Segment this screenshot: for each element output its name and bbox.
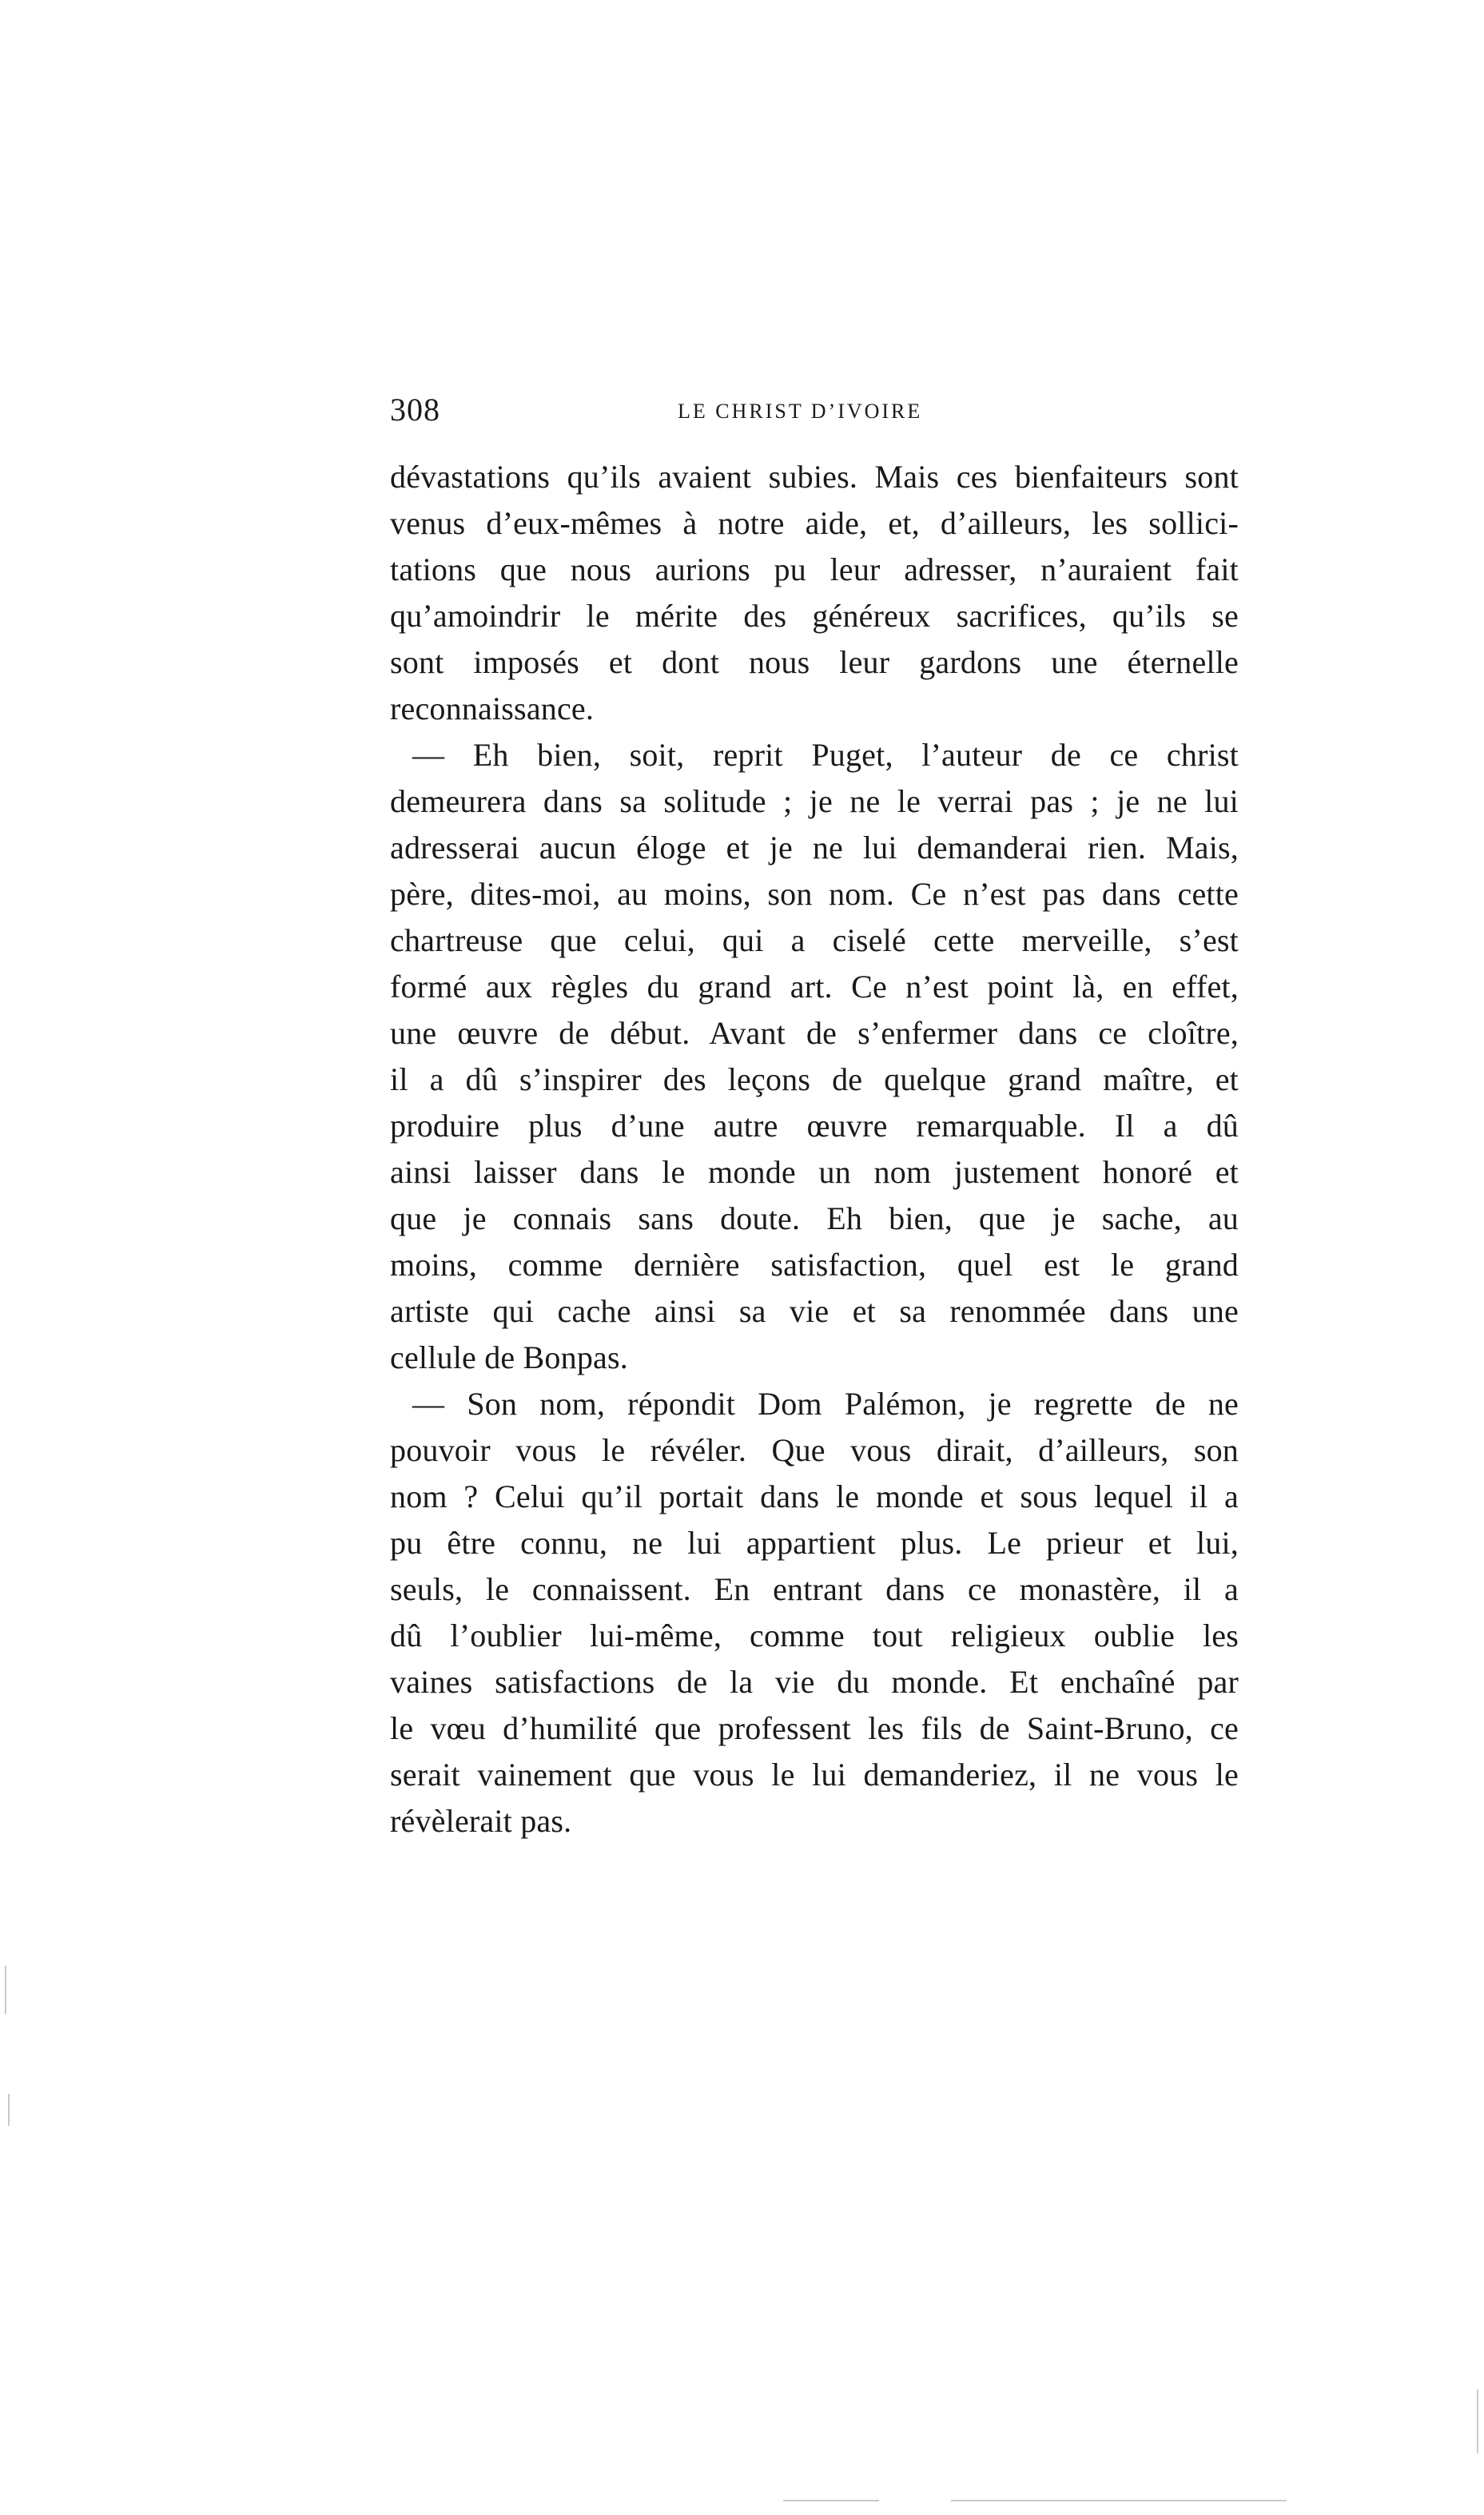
text-line: chartreuse que celui, qui a ciselé cette merveille, s’est (390, 922, 1239, 958)
text-line: venus d’eux-mêmes à notre aide, et, d’ailleurs, les sollici- (390, 505, 1239, 541)
text-line: sont imposés et dont nous leur gardons une éternelle (390, 644, 1239, 680)
text-line: le vœu d’humilité que professent les fils de Saint-Bruno, ce (390, 1710, 1239, 1746)
text-line: tations que nous aurions pu leur adresser, n’auraient fait (390, 551, 1239, 587)
scan-edge-mark-left-lower (8, 2094, 10, 2126)
page-number: 308 (390, 392, 440, 428)
text-line: une œuvre de début. Avant de s’enfermer dans ce cloître, (390, 1015, 1239, 1051)
text-line: — Eh bien, soit, reprit Puget, l’auteur de ce christ (412, 737, 1239, 773)
paragraph-1 (390, 454, 1239, 732)
text-line: ainsi laisser dans le monde un nom justement honoré et (390, 1154, 1239, 1190)
text-line: moins, comme dernière satisfaction, quel est le grand (390, 1247, 1239, 1283)
text-line: formé aux règles du grand art. Ce n’est point là, en effet, (390, 969, 1239, 1005)
text-line: que je connais sans doute. Eh bien, que je sache, au (390, 1200, 1239, 1236)
text-line: artiste qui cache ainsi sa vie et sa renommée dans une (390, 1293, 1239, 1329)
text-line: dévastations qu’ils avaient subies. Mais ces bienfaiteurs sont (390, 459, 1239, 495)
running-title: LE CHRIST D’IVOIRE (678, 400, 923, 423)
text-line: pouvoir vous le révéler. Que vous dirait, d’ailleurs, son (390, 1432, 1239, 1468)
text-line: dû l’oublier lui-même, comme tout religieux oublie les (390, 1618, 1239, 1653)
text-line: — Son nom, répondit Dom Palémon, je regrette de ne (412, 1386, 1239, 1422)
text-line: seuls, le connaissent. En entrant dans ce monastère, il a (390, 1571, 1239, 1607)
text-line: demeurera dans sa solitude ; je ne le verrai pas ; je ne lui (390, 783, 1239, 819)
text-line: vaines satisfactions de la vie du monde. Et enchaîné par (390, 1664, 1239, 1700)
running-head (390, 390, 1237, 430)
body-text (390, 454, 1239, 1844)
scan-edge-mark-bottom (783, 2500, 879, 2501)
text-line: adresserai aucun éloge et je ne lui demanderai rien. Mais, (390, 830, 1239, 866)
text-line: serait vainement que vous le lui demanderiez, il ne vous le (390, 1757, 1239, 1793)
paragraph-3 (390, 1381, 1239, 1844)
paragraph-2 (390, 732, 1239, 1381)
scan-edge-mark-left (5, 1966, 6, 2014)
text-line: reconnaissance. (390, 690, 595, 726)
scan-edge-mark-right (1477, 2390, 1478, 2453)
scan-edge-mark-bottom-right (951, 2500, 1287, 2501)
text-line: révèlerait pas. (390, 1803, 572, 1839)
text-line: nom ? Celui qu’il portait dans le monde et sous lequel il a (390, 1478, 1239, 1514)
text-line: pu être connu, ne lui appartient plus. Le prieur et lui, (390, 1525, 1239, 1561)
text-line: il a dû s’inspirer des leçons de quelque grand maître, et (390, 1061, 1239, 1097)
text-line: produire plus d’une autre œuvre remarquable. Il a dû (390, 1108, 1239, 1144)
text-line: cellule de Bonpas. (390, 1339, 628, 1375)
text-line: qu’amoindrir le mérite des généreux sacrifices, qu’ils se (390, 598, 1239, 634)
text-line: père, dites-moi, au moins, son nom. Ce n’est pas dans cette (390, 876, 1239, 912)
